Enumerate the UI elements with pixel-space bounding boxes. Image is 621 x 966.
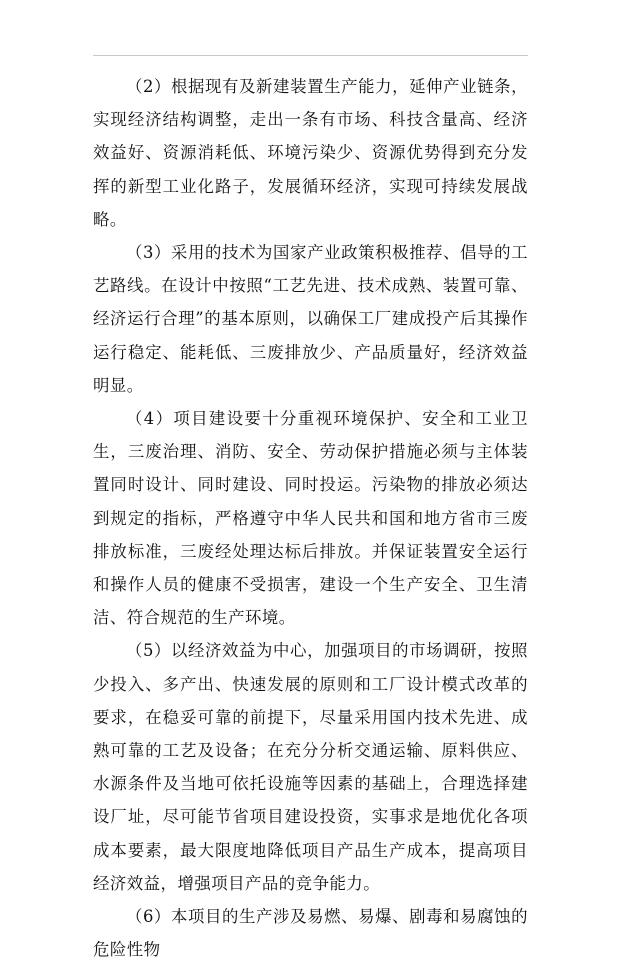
- paragraph-6: （6）本项目的生产涉及易燃、易爆、剧毒和易腐蚀的危险性物: [93, 907, 528, 960]
- document-body: [93, 70, 528, 966]
- paragraph-2: （2）根据现有及新建装置生产能力，延伸产业链条，实现经济结构调整，走出一条有市场、科技含量高、经济效益好、资源消耗低、环境污染少、资源优势得到充分发挥的新型工业化路子，发展循环经济，实现可持续发展战略。: [93, 77, 528, 229]
- header-rule: [93, 55, 528, 56]
- paragraph-5: （5）以经济效益为中心，加强项目的市场调研，按照少投入、多产出、快速发展的原则和工厂设计模式改革的要求，在稳妥可靠的前提下，尽量采用国内技术先进、成熟可靠的工艺及设备；在充分分析交通运输、原料供应、水源条件及当地可依托设施等因素的基础上，合理选择建设厂址，尽可能节省项目建设投资，实事求是地优化各项成本要素，最大限度地降低项目产品生产成本，提高项目经济效益，增强项目产品的竞争能力。: [93, 641, 528, 893]
- paragraph-3: （3）采用的技术为国家产业政策积极推荐、倡导的工艺路线。在设计中按照“工艺先进、技术成熟、装置可靠、经济运行合理”的基本原则，以确保工厂建成投产后其操作运行稳定、能耗低、三废排放少、产品质量好，经济效益明显。: [93, 243, 528, 395]
- paragraph-4: （4）项目建设要十分重视环境保护、安全和工业卫生，三废治理、消防、安全、劳动保护措施必须与主体装置同时设计、同时建设、同时投运。污染物的排放必须达到规定的指标，严格遵守中华人民共和国和地方省市三废排放标准，三废经处理达标后排放。并保证装置安全运行和操作人员的健康不受损害，建设一个生产安全、卫生清洁、符合规范的生产环境。: [93, 409, 528, 628]
